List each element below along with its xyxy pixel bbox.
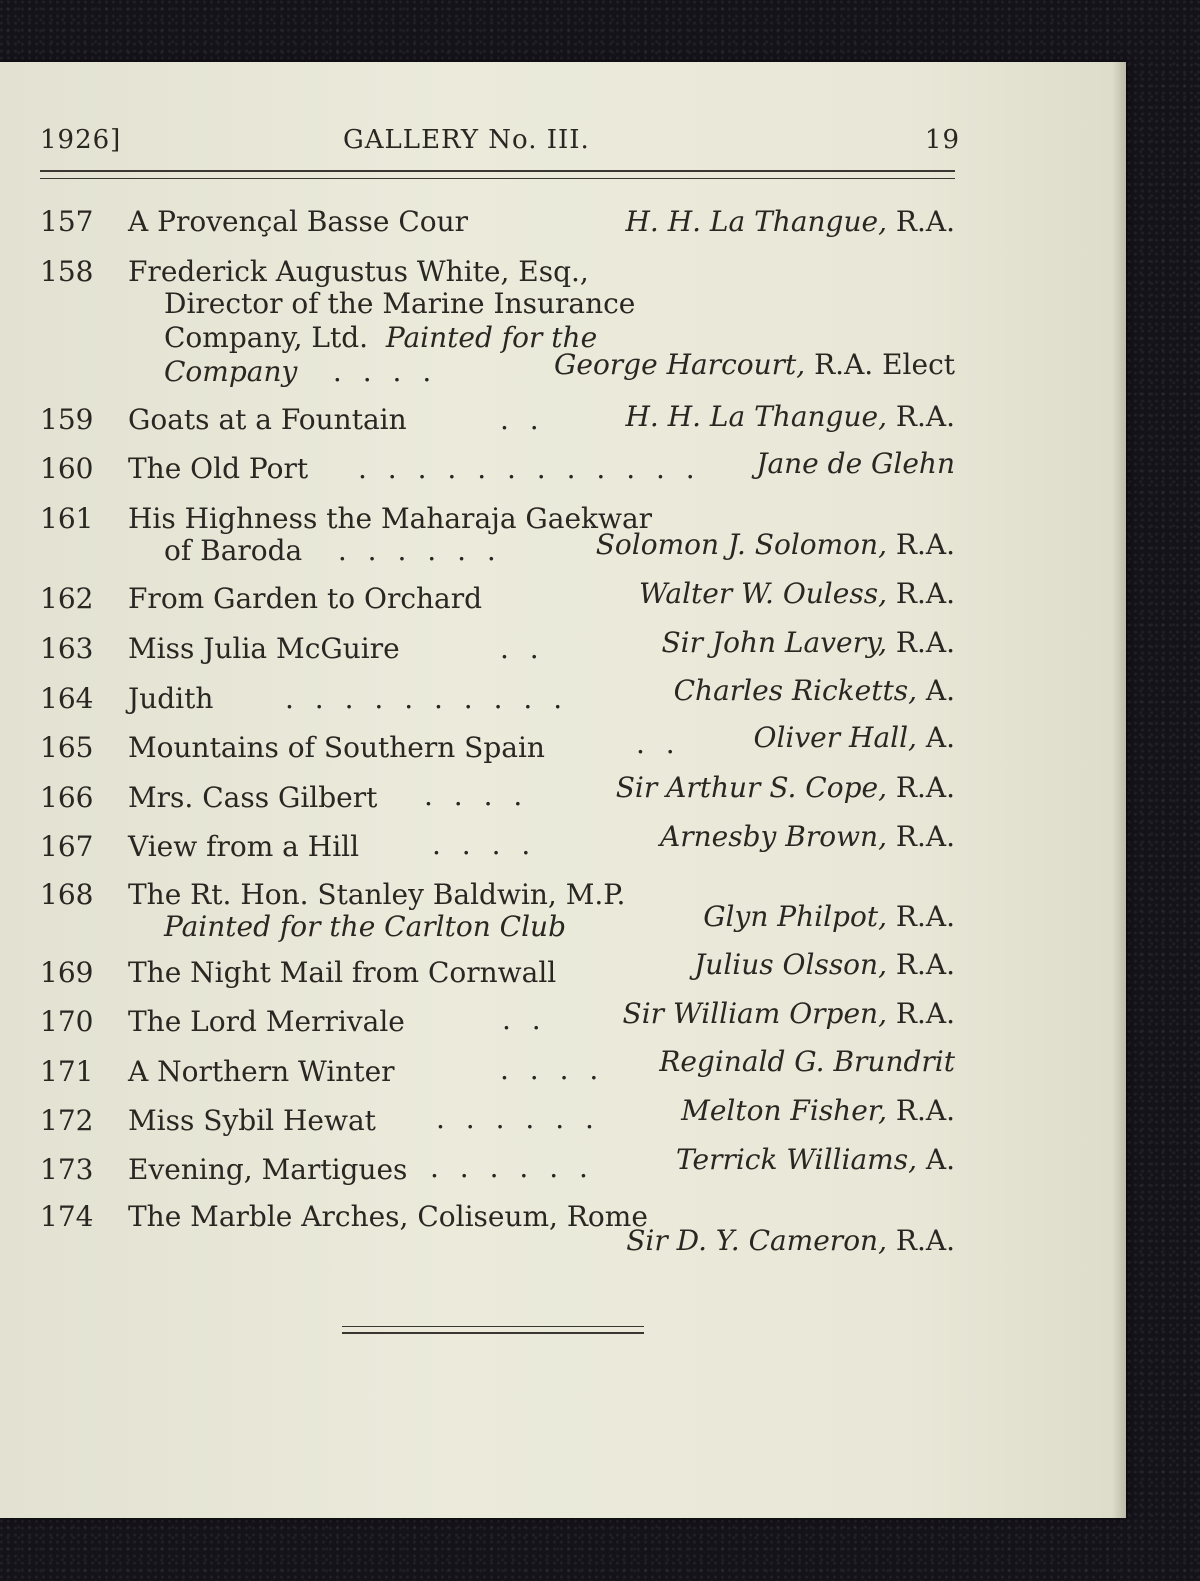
leader-dots: . . [500, 632, 545, 665]
entry-number: 166 [40, 781, 94, 814]
entry-artist: Sir William Orpen, R.A. [622, 997, 955, 1030]
closing-rule [342, 1332, 644, 1334]
catalogue-entry [40, 997, 955, 1045]
entry-number: 161 [40, 502, 94, 535]
catalogue-entry [40, 447, 955, 492]
catalogue-entry [40, 502, 955, 572]
catalogue-entry [40, 626, 955, 672]
catalogue-entry [40, 400, 955, 443]
catalogue-entry [40, 1045, 955, 1095]
leader-dots: . . . . [432, 828, 537, 861]
entry-artist: Sir John Lavery, R.A. [661, 626, 955, 659]
entry-title-line2: Painted for the Carlton Club [164, 910, 567, 943]
leader-dots: . . [636, 727, 681, 760]
entry-artist: Julius Olsson, R.A. [694, 948, 955, 981]
entry-number: 158 [40, 255, 94, 288]
header-rule [40, 170, 955, 172]
entry-number: 164 [40, 682, 94, 715]
entry-title: The Night Mail from Cornwall [128, 956, 557, 989]
entry-artist: Walter W. Ouless, R.A. [639, 577, 955, 610]
entry-artist: Glyn Philpot, R.A. [703, 900, 955, 933]
entry-number: 165 [40, 731, 94, 764]
catalogue-entry [40, 674, 955, 722]
entry-title: From Garden to Orchard [128, 582, 483, 615]
entry-number: 174 [40, 1200, 94, 1233]
entry-number: 167 [40, 830, 94, 863]
catalogue-entry [40, 721, 955, 771]
entry-number: 169 [40, 956, 94, 989]
entry-artist: Arnesby Brown, R.A. [660, 820, 955, 853]
running-header [40, 125, 960, 165]
page-number: 19 [924, 125, 960, 155]
entry-artist: Sir D. Y. Cameron, R.A. [626, 1224, 955, 1257]
entry-artist: Oliver Hall, A. [753, 721, 955, 754]
leader-dots: . . . . [424, 779, 529, 812]
entry-number: 159 [40, 403, 94, 436]
catalogue-entry [40, 820, 955, 870]
entry-title-line2: Director of the Marine Insurance [164, 287, 636, 320]
entry-title-line4: Company . . . . [164, 355, 438, 388]
entry-title: The Rt. Hon. Stanley Baldwin, M.P. [128, 878, 626, 911]
leader-dots: . . . . . . [436, 1102, 600, 1135]
catalogue-entry [40, 1143, 955, 1193]
entry-number: 162 [40, 582, 94, 615]
entry-number: 160 [40, 452, 94, 485]
catalogue-entry [40, 255, 955, 395]
entry-title: Miss Julia McGuire [128, 632, 400, 665]
catalogue-entry [40, 1094, 955, 1144]
leader-dots: . . [502, 1003, 547, 1036]
leader-dots: . . [500, 403, 545, 436]
entry-title: Goats at a Fountain [128, 403, 407, 436]
leader-dots: . . . . [500, 1053, 605, 1086]
header-title: GALLERY No. III. [343, 125, 590, 155]
entry-artist: H. H. La Thangue, R.A. [625, 400, 955, 433]
header-rule-thin [40, 178, 955, 179]
catalogue-entry [40, 577, 955, 622]
entry-title: A Provençal Basse Cour [128, 205, 469, 238]
entry-artist: H. H. La Thangue, R.A. [625, 205, 955, 238]
entry-artist: Sir Arthur S. Cope, R.A. [615, 771, 955, 804]
entry-title: View from a Hill [128, 830, 360, 863]
entry-title: Mountains of Southern Spain [128, 731, 545, 764]
catalogue-entry [40, 878, 955, 948]
entry-title: Evening, Martigues [128, 1153, 408, 1186]
catalogue-entry [40, 205, 955, 245]
entry-artist: Jane de Glehn [756, 447, 955, 480]
entry-title: Frederick Augustus White, Esq., [128, 255, 589, 288]
entry-number: 157 [40, 205, 94, 238]
entry-artist: Charles Ricketts, A. [673, 674, 955, 707]
entry-number: 173 [40, 1153, 94, 1186]
entry-title: His Highness the Maharaja Gaekwar [128, 502, 653, 535]
entry-title: Miss Sybil Hewat [128, 1104, 376, 1137]
entry-number: 172 [40, 1104, 94, 1137]
catalogue-entry [40, 771, 955, 821]
header-year: 1926] [40, 125, 122, 155]
catalogue-entry [40, 948, 955, 996]
entry-artist: Solomon J. Solomon, R.A. [595, 528, 955, 561]
entry-title: Mrs. Cass Gilbert [128, 781, 378, 814]
entry-title-line2: of Baroda . . . . . . [164, 534, 502, 567]
leader-dots: . . . . . . . . . . . . [358, 452, 701, 485]
entry-title: The Old Port [128, 452, 309, 485]
entry-artist: Terrick Williams, A. [676, 1143, 955, 1176]
entry-title: The Lord Merrivale [128, 1005, 405, 1038]
entry-artist: George Harcourt, R.A. Elect [554, 348, 955, 381]
leader-dots: . . . . . . [430, 1151, 594, 1184]
entry-number: 163 [40, 632, 94, 665]
leader-dots: . . . . . . . . . . [285, 682, 569, 715]
catalogue-entry [40, 1200, 955, 1270]
entry-artist: Reginald G. Brundrit [659, 1045, 955, 1078]
entry-number: 171 [40, 1055, 94, 1088]
entry-title: A Northern Winter [128, 1055, 395, 1088]
entry-number: 170 [40, 1005, 94, 1038]
entry-artist: Melton Fisher, R.A. [681, 1094, 955, 1127]
closing-rule-thin [342, 1326, 644, 1327]
entry-title-line3: Company, Ltd. Painted for the [164, 321, 598, 354]
entry-number: 168 [40, 878, 94, 911]
entry-title: The Marble Arches, Coliseum, Rome [128, 1200, 648, 1233]
entry-title: Judith [128, 682, 214, 715]
